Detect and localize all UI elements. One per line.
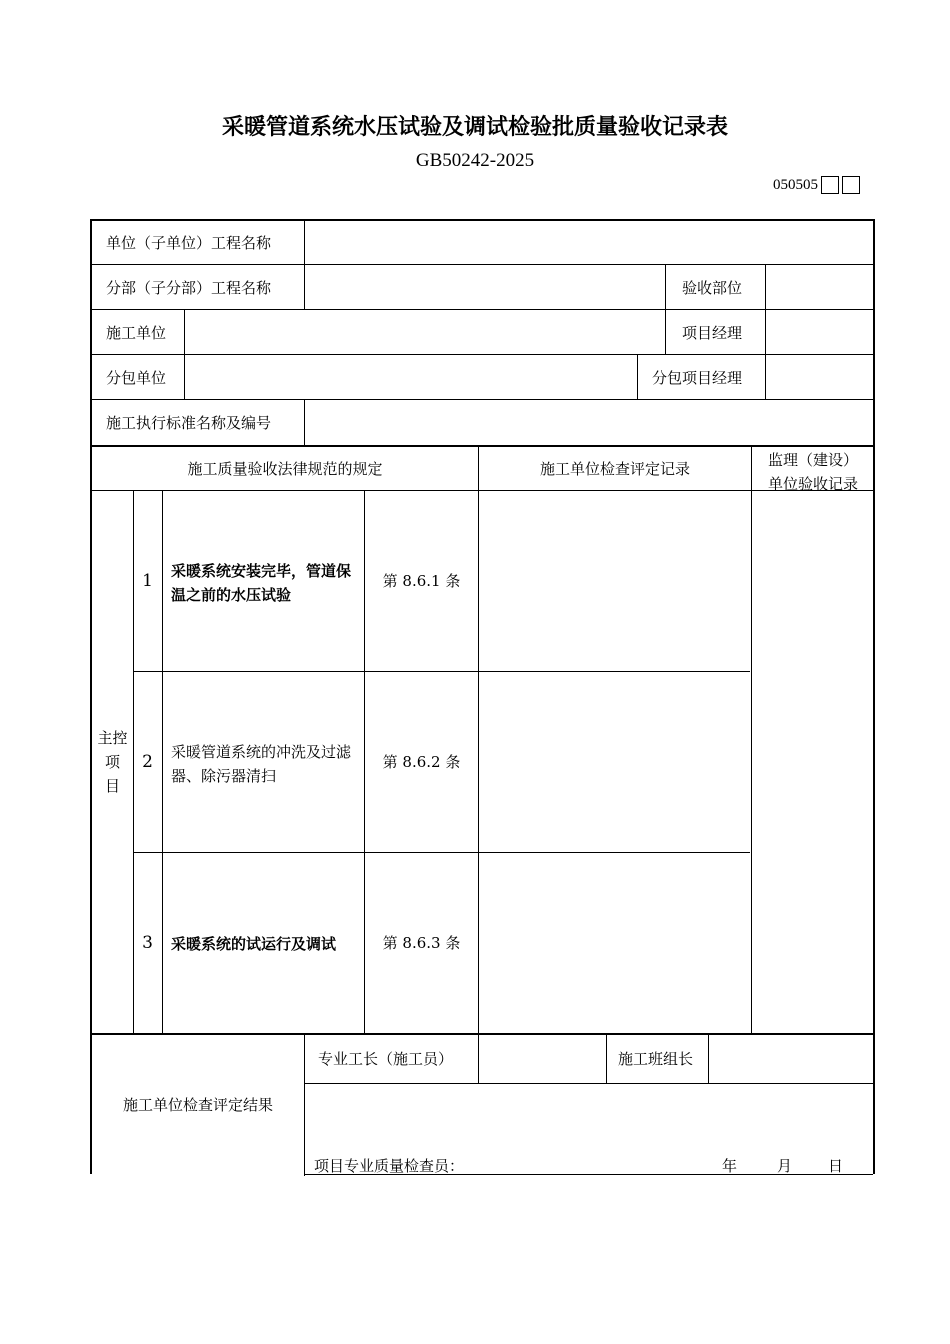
sub-project-name-label: 分部（子分部）工程名称 (106, 279, 272, 297)
acceptance-part-label: 验收部位 (682, 279, 743, 297)
form-code-text: 050505 (773, 177, 818, 193)
subcontract-unit-label: 分包单位 (106, 369, 167, 387)
date-month: 月 (777, 1157, 793, 1175)
item-clause: 第 8.6.3 条 (382, 934, 461, 952)
record-table (90, 219, 875, 1174)
result-label: 施工单位检查评定结果 (122, 1096, 273, 1114)
standard-code: GB50242-2025 (415, 150, 535, 171)
item-number: 3 (142, 933, 153, 953)
code-box-1[interactable] (821, 176, 839, 194)
item-clause: 第 8.6.2 条 (382, 753, 461, 771)
standard-name-label: 施工执行标准名称及编号 (106, 414, 272, 432)
date-year: 年 (722, 1157, 738, 1175)
page-title: 采暖管道系统水压试验及调试检验批质量验收记录表 (221, 115, 728, 140)
foreman-label: 专业工长（施工员） (318, 1050, 454, 1068)
col-spec-header: 施工质量验收法律规范的规定 (187, 460, 383, 478)
subcontract-manager-label: 分包项目经理 (652, 369, 743, 387)
item-clause: 第 8.6.1 条 (382, 572, 461, 590)
main-control-label-3: 目 (104, 777, 120, 795)
inspector-label: 项目专业质量检查员： (314, 1157, 465, 1175)
code-box-2[interactable] (842, 176, 860, 194)
main-control-label-2: 项 (104, 753, 120, 771)
col-supervisor-header-1: 监理（建设） (768, 451, 859, 469)
col-record-header: 施工单位检查评定记录 (539, 460, 690, 478)
project-manager-label: 项目经理 (682, 324, 743, 342)
item-text: 采暖系统安装完毕，管道保温之前的水压试验 (171, 562, 352, 604)
col-supervisor-header-2: 单位验收记录 (768, 475, 859, 491)
item-number: 1 (142, 571, 153, 591)
date-day: 日 (828, 1157, 844, 1175)
item-text: 采暖系统的试运行及调试 (171, 935, 337, 953)
form-code (773, 176, 860, 194)
unit-project-name-label: 单位（子单位）工程名称 (106, 234, 272, 252)
team-leader-label: 施工班组长 (618, 1050, 694, 1068)
item-number: 2 (142, 752, 153, 772)
construction-unit-label: 施工单位 (106, 324, 167, 342)
main-control-label-1: 主控 (97, 729, 128, 747)
item-text: 采暖管道系统的冲洗及过滤器、除污器清扫 (171, 743, 352, 785)
